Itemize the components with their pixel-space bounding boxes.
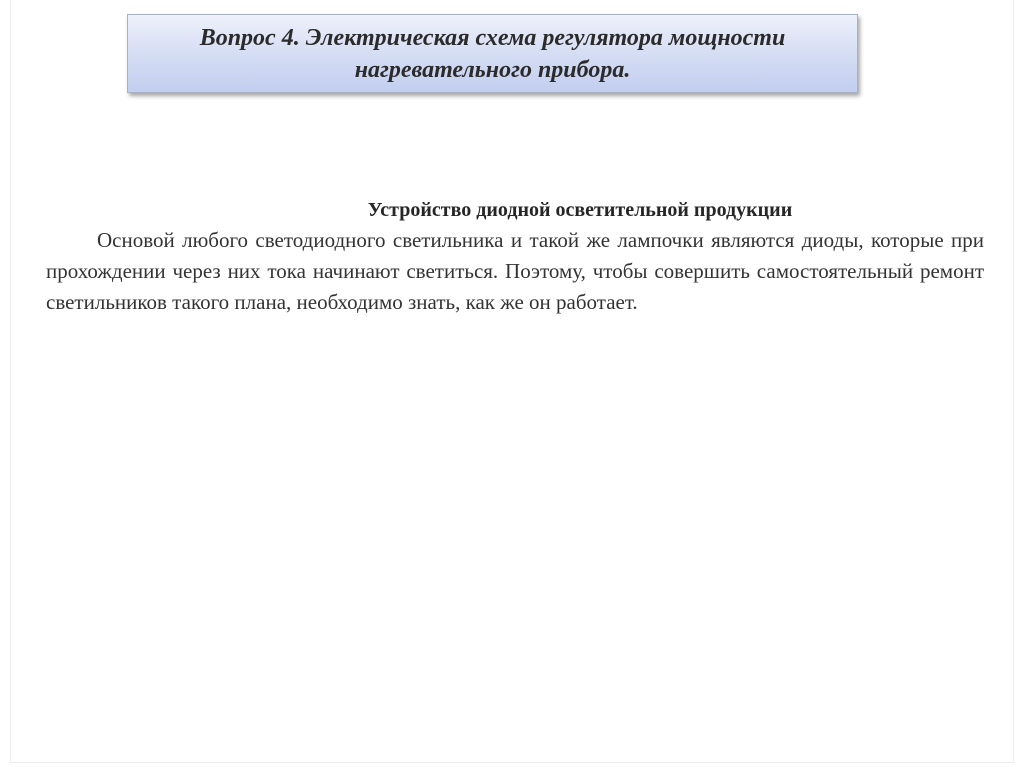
body-paragraph: Основой любого светодиодного светильника и такой же лампочки являются диоды, которые при прохождении через них тока начинают светиться. Поэтому, чтобы совершить самостоятельный ремонт светильников такого плана, необходимо знать, как же он работает.	[46, 228, 984, 314]
slide-title: Вопрос 4. Электрическая схема регулятора мощности нагревательного прибора.	[199, 24, 786, 83]
slide-frame	[10, 0, 1014, 763]
title-box	[127, 14, 858, 93]
content-area	[46, 195, 984, 318]
section-heading: Устройство диодной осветительной продукции	[367, 199, 793, 221]
